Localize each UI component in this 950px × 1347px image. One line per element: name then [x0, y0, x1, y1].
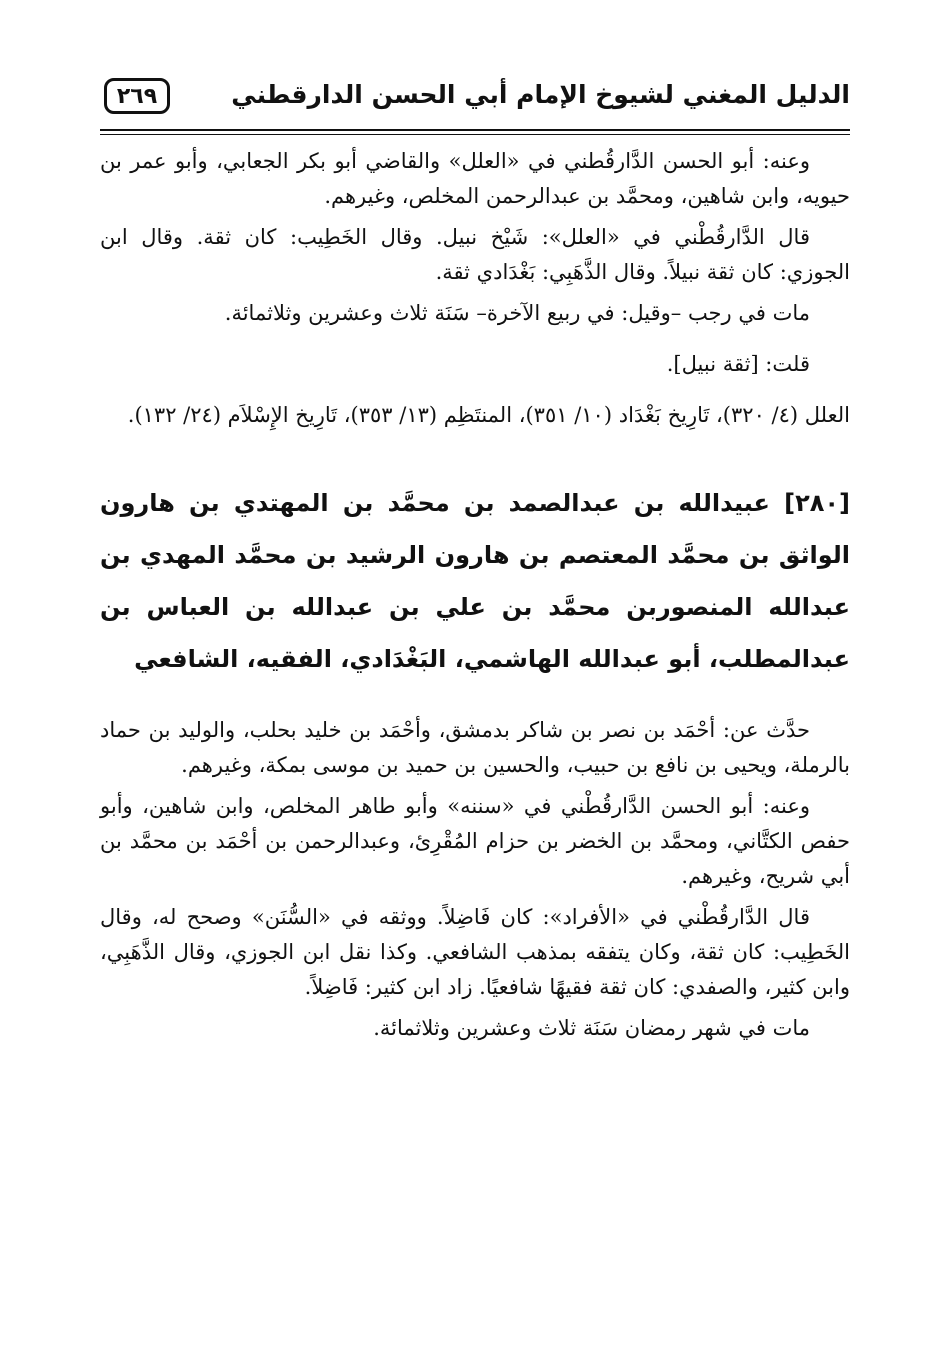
previous-entry-grading: قال الدَّارقُطْني في «العلل»: شَيْخ نبيل. وقال الخَطِيب: كان ثقة. وقال ابن الجوزي: كان ثقة نبيلاً. وقال الذَّهَبِي: بَغْدَادي ثقة. — [100, 225, 850, 284]
entry-teachers: حدَّث عن: أحْمَد بن نصر بن شاكر بدمشق، وأحْمَد بن خليد بحلب، والوليد بن حماد بالرملة، ويحيى بن نافع بن حبيب، والحسين بن حميد بن موسى بمكة، وغيرهم. — [100, 718, 850, 777]
entry-grading: قال الدَّارقُطْني في «الأفراد»: كان فَاضِلاً. ووثقه في «السُّنَن» وصحح له، وقال الخَطِيب: كان ثقة، وكان يتفقه بمذهب الشافعي. وكذا نقل ابن الجوزي، وقال الذَّهَبِي، وابن كثير، والصفدي: كان ثقة فقيهًا شافعيًا. زاد ابن كثير: فَاضِلاً. — [100, 905, 850, 999]
previous-entry-death: مات في رجب –وقيل: في ربيع الآخرة– سَنَة ثلاث وعشرين وثلاثمائة. — [224, 301, 810, 325]
entry-students: وعنه: أبو الحسن الدَّارقُطْني في «سننه» وأبو طاهر المخلص، وابن شاهين، وأبو حفص الكتَّاني، ومحمَّد بن الخضر بن حزام المُقْرِئ، وعبدالرحمن بن أحْمَد بن محمَّد بن أبي شريح، وغيرهم. — [100, 794, 850, 888]
previous-entry-students: وعنه: أبو الحسن الدَّارقُطني في «العلل» والقاضي أبو بكر الجعابي، وأبو عمر بن حيويه، وابن شاهين، ومحمَّد بن عبدالرحمن المخلص، وغيرهم. — [100, 149, 850, 208]
page-header — [100, 76, 850, 128]
running-title: الدليل المغني لشيوخ الإمام أبي الحسن الدارقطني — [231, 80, 850, 109]
entry-title: [٢٨٠] عبيدالله بن عبدالصمد بن محمَّد بن المهتدي بن هارون الواثق بن محمَّد المعتصم بن هارون الرشيد بن محمَّد المهدي بن عبدالله المنصوربن محمَّد بن علي بن عبدالله بن العباس بن عبدالمطلب، أبو عبدالله الهاشمي، البَغْدَادي، الفقيه، الشافعي — [100, 489, 850, 673]
entry-death: مات في شهر رمضان سَنَة ثلاث وعشرين وثلاثمائة. — [373, 1016, 810, 1040]
previous-entry-sources: العلل (٤/ ٣٢٠)، تَارِيخ بَغْدَاد (١٠/ ٣٥١)، المنتَظِم (١٣/ ٣٥٣)، تَارِيخ الإِسْلاَم (٢٤/ ١٣٢). — [127, 403, 850, 427]
previous-entry-verdict: قلت: [ثقة نبيل]. — [666, 352, 810, 376]
header-rule-thin — [100, 134, 850, 135]
header-rule-thick — [100, 129, 850, 131]
page-body — [100, 144, 850, 1046]
page-number: ٢٦٩ — [104, 78, 170, 114]
